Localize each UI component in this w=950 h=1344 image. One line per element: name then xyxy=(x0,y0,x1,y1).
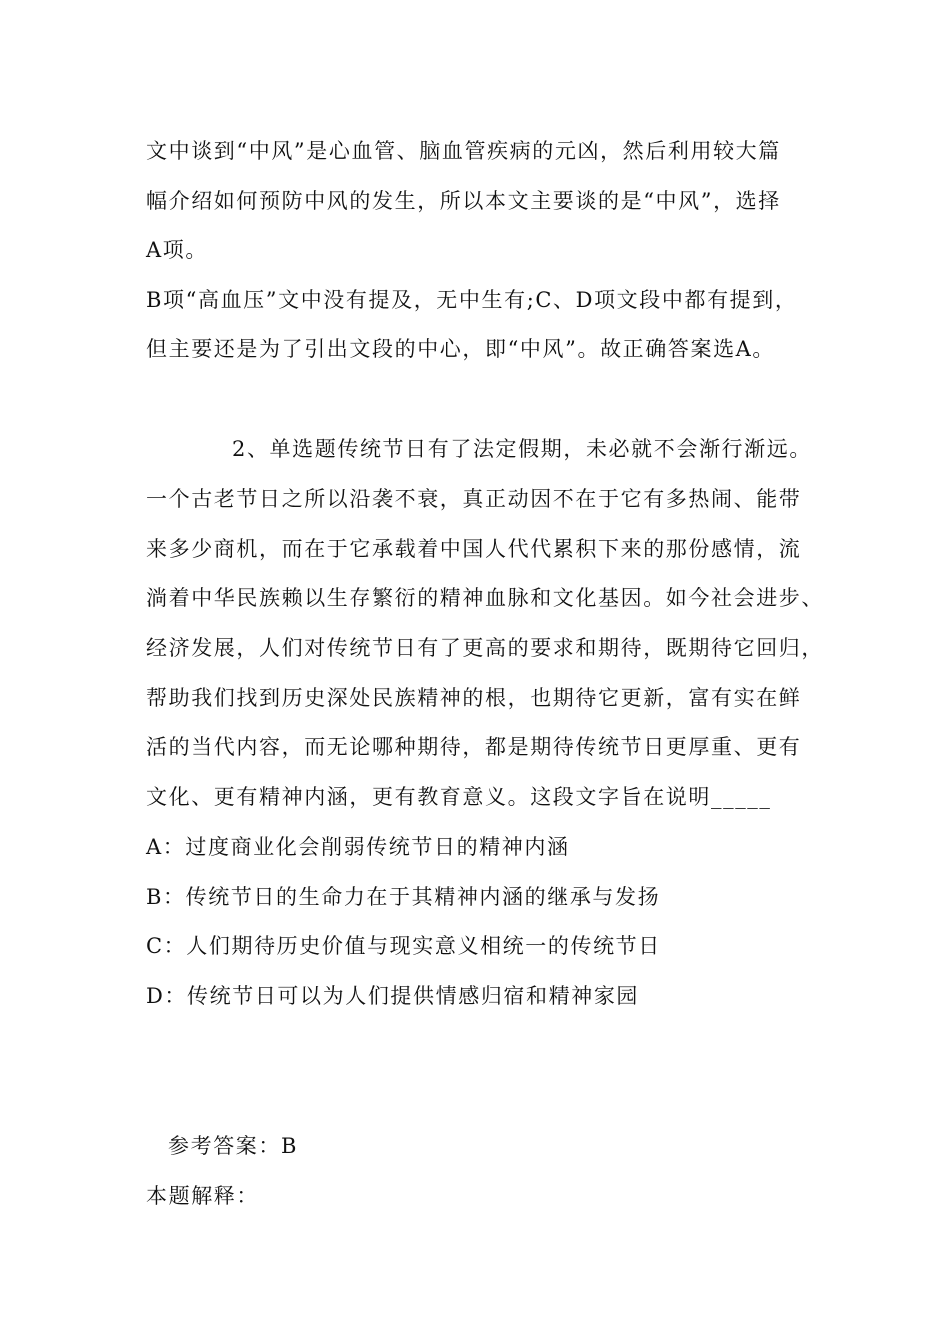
question-line: 一个古老节日之所以沿袭不衰，真正动因不在于它有多热闹、能带 xyxy=(146,487,802,511)
explanation-label: 本题解释： xyxy=(146,1184,259,1208)
explanation-line: A项。 xyxy=(146,238,208,262)
option-d: D：传统节日可以为人们提供情感归宿和精神家园 xyxy=(146,984,640,1008)
explanation-line: 幅介绍如何预防中风的发生，所以本文主要谈的是“中风”，选择 xyxy=(146,189,781,213)
question-line: 活的当代内容，而无论哪种期待，都是期待传统节日更厚重、更有 xyxy=(146,735,802,759)
explanation-line: 但主要还是为了引出文段的中心，即“中风”。故正确答案选A。 xyxy=(146,337,776,361)
question-line: 淌着中华民族赖以生存繁衍的精神血脉和文化基因。如今社会进步、 xyxy=(146,586,824,610)
reference-answer: 参考答案：B xyxy=(168,1134,299,1158)
question-line: 经济发展，人们对传统节日有了更高的要求和期待，既期待它回归， xyxy=(146,636,824,660)
question-line: 来多少商机，而在于它承载着中国人代代累积下来的那份感情，流 xyxy=(146,537,802,561)
explanation-line: B项“高血压”文中没有提及，无中生有;C、D项文段中都有提到， xyxy=(146,288,798,312)
question-line: 帮助我们找到历史深处民族精神的根，也期待它更新，富有实在鲜 xyxy=(146,686,802,710)
explanation-line: 文中谈到“中风”是心血管、脑血管疾病的元凶，然后利用较大篇 xyxy=(146,139,781,163)
question-line: 文化、更有精神内涵，更有教育意义。这段文字旨在说明_____ xyxy=(146,785,772,809)
option-b: B：传统节日的生命力在于其精神内涵的继承与发扬 xyxy=(146,885,661,909)
option-a: A：过度商业化会削弱传统节日的精神内涵 xyxy=(146,835,570,859)
question-title: 2、单选题传统节日有了法定假期，未必就不会渐行渐远。 xyxy=(232,437,812,461)
option-c: C：人们期待历史价值与现实意义相统一的传统节日 xyxy=(146,934,661,958)
